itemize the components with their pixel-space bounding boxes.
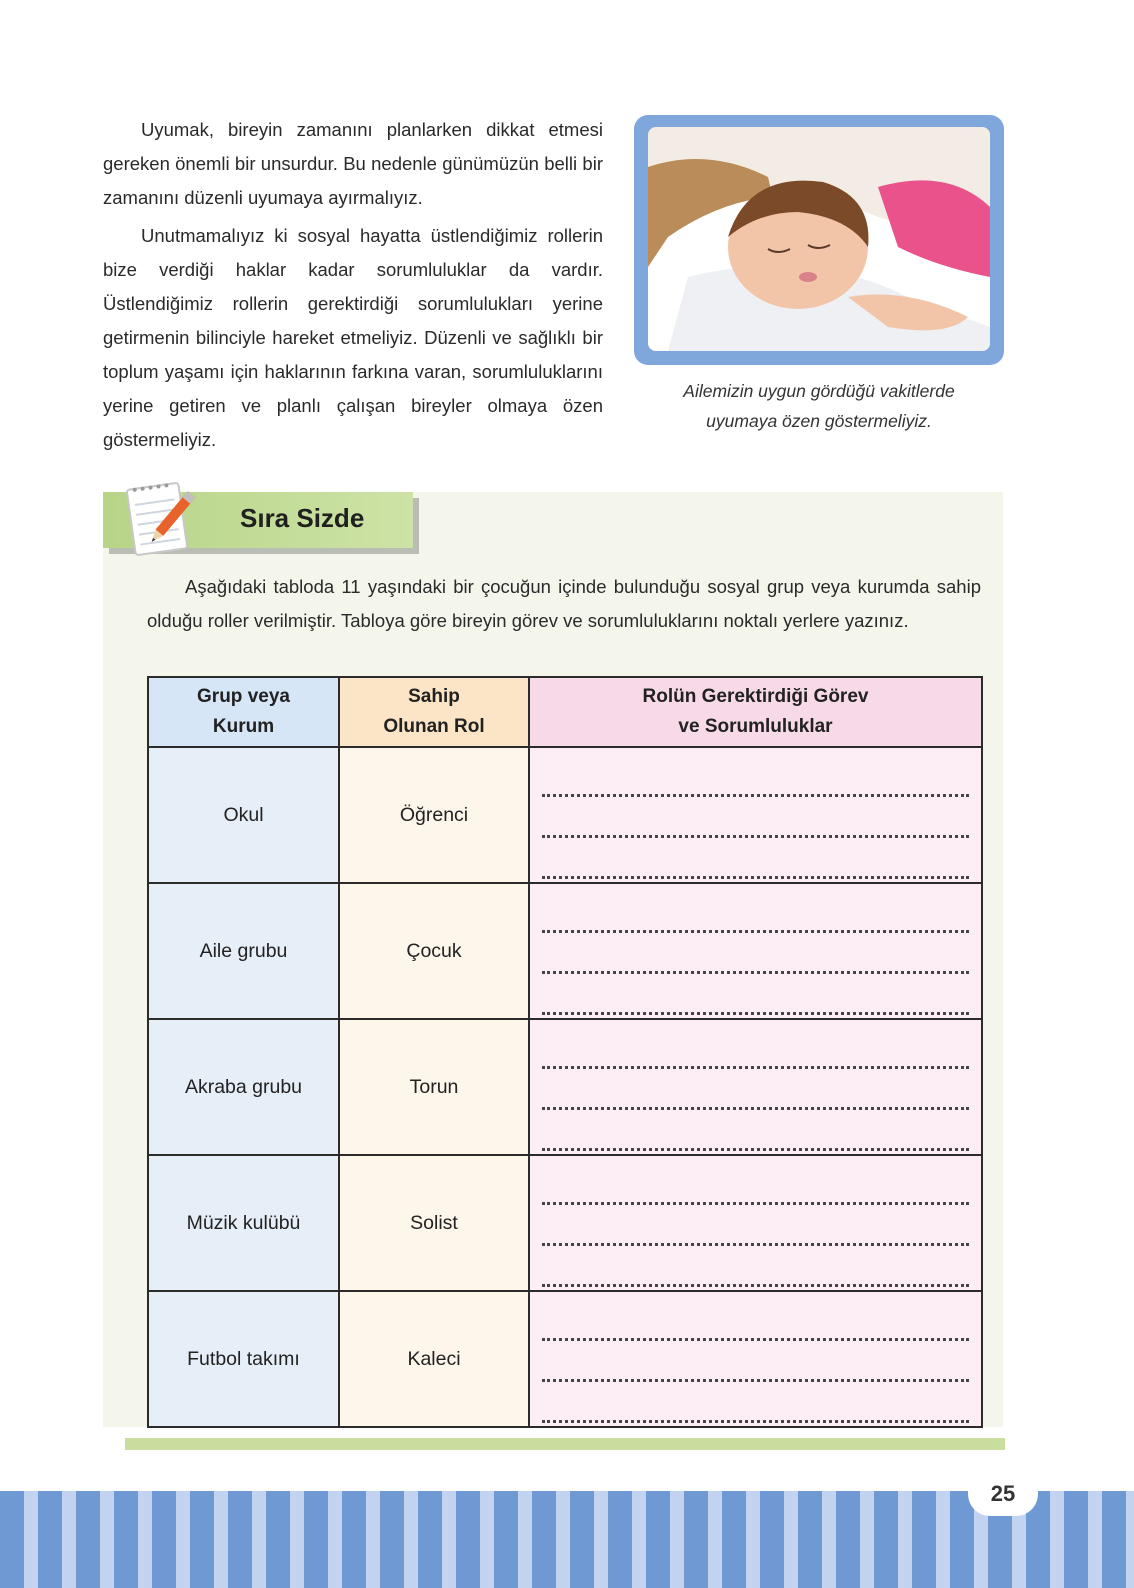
footer-stripes <box>0 1491 1134 1588</box>
dotted-answer-line[interactable] <box>542 1296 969 1341</box>
cell-duties <box>529 747 982 883</box>
header-role <box>339 677 529 747</box>
cell-group: Müzik kulübü <box>148 1155 339 1291</box>
dotted-answer-line[interactable] <box>542 752 969 797</box>
cell-duties <box>529 1019 982 1155</box>
table-row <box>148 1291 982 1427</box>
cell-role: Solist <box>339 1155 529 1291</box>
header-role-line-1: Sahip <box>408 686 460 707</box>
dotted-answer-line[interactable] <box>542 838 969 879</box>
cell-group: Akraba grubu <box>148 1019 339 1155</box>
page-number: 25 <box>968 1474 1038 1516</box>
activity-bottom-border <box>125 1438 1005 1450</box>
intro-paragraph-2: Unutmamalıyız ki sosyal hayatta üstlendiğimiz rollerin bize verdiği haklar kadar sorumluluklar da vardır. Üstlendiğimiz rollerin gerektirdiği sorumlulukları yerine getirmenin bilinciyle hareket etmeliyiz. Düzenli ve sağlıklı bir toplum yaşamı için haklarının farkına varan, sorumluluklarını yerine getiren ve planlı çalışan bireyler olmaya özen göstermeliyiz. <box>103 225 603 450</box>
table-header-row <box>148 677 982 747</box>
header-group-line-2: Kurum <box>212 716 275 737</box>
table-row <box>148 1155 982 1291</box>
cell-group: Okul <box>148 747 339 883</box>
cell-duties <box>529 883 982 1019</box>
photo-caption <box>634 376 1004 436</box>
dotted-answer-line[interactable] <box>542 1246 969 1287</box>
dotted-answer-line[interactable] <box>542 797 969 838</box>
cell-duties <box>529 1155 982 1291</box>
dotted-answer-line[interactable] <box>542 933 969 974</box>
cell-role: Kaleci <box>339 1291 529 1427</box>
dotted-answer-line[interactable] <box>542 888 969 933</box>
dotted-answer-line[interactable] <box>542 1110 969 1151</box>
notepad-pencil-icon <box>125 478 201 560</box>
photo-caption-line-1: Ailemizin uygun gördüğü vakitlerde <box>683 381 955 401</box>
cell-duties <box>529 1291 982 1427</box>
table-row <box>148 747 982 883</box>
cell-role: Çocuk <box>339 883 529 1019</box>
dotted-answer-line[interactable] <box>542 1069 969 1110</box>
sleeping-girl-illustration <box>648 127 990 351</box>
cell-group: Aile grubu <box>148 883 339 1019</box>
header-duties <box>529 677 982 747</box>
cell-group: Futbol takımı <box>148 1291 339 1427</box>
header-role-line-2: Olunan Rol <box>383 716 485 737</box>
dotted-answer-line[interactable] <box>542 1341 969 1382</box>
header-duties-line-2: ve Sorumluluklar <box>678 716 833 737</box>
header-group <box>148 677 339 747</box>
sleeping-girl-photo <box>634 115 1004 365</box>
intro-paragraph-1: Uyumak, bireyin zamanını planlarken dikkat etmesi gereken önemli bir unsurdur. Bu nedenle günümüzün belli bir zamanını düzenli uyumaya ayırmalıyız. <box>103 119 603 208</box>
dotted-answer-line[interactable] <box>542 1024 969 1069</box>
dotted-answer-line[interactable] <box>542 1382 969 1423</box>
header-duties-line-1: Rolün Gerektirdiği Görev <box>642 686 869 707</box>
table-row <box>148 883 982 1019</box>
dotted-answer-line[interactable] <box>542 974 969 1015</box>
cell-role: Öğrenci <box>339 747 529 883</box>
activity-instructions: Aşağıdaki tabloda 11 yaşındaki bir çocuğun içinde bulunduğu sosyal grup veya kurumda sahip olduğu roller verilmiştir. Tabloya göre bireyin görev ve sorumluluklarını noktalı yerlere yazınız. <box>147 576 981 631</box>
activity-title: Sıra Sizde <box>240 503 365 533</box>
dotted-answer-line[interactable] <box>542 1160 969 1205</box>
photo-image-area <box>648 127 990 351</box>
roles-table <box>147 676 983 1428</box>
dotted-answer-line[interactable] <box>542 1205 969 1246</box>
photo-caption-line-2: uyumaya özen göstermeliyiz. <box>706 411 932 431</box>
cell-role: Torun <box>339 1019 529 1155</box>
table-row <box>148 1019 982 1155</box>
header-group-line-1: Grup veya <box>197 686 290 707</box>
intro-text <box>103 113 603 461</box>
